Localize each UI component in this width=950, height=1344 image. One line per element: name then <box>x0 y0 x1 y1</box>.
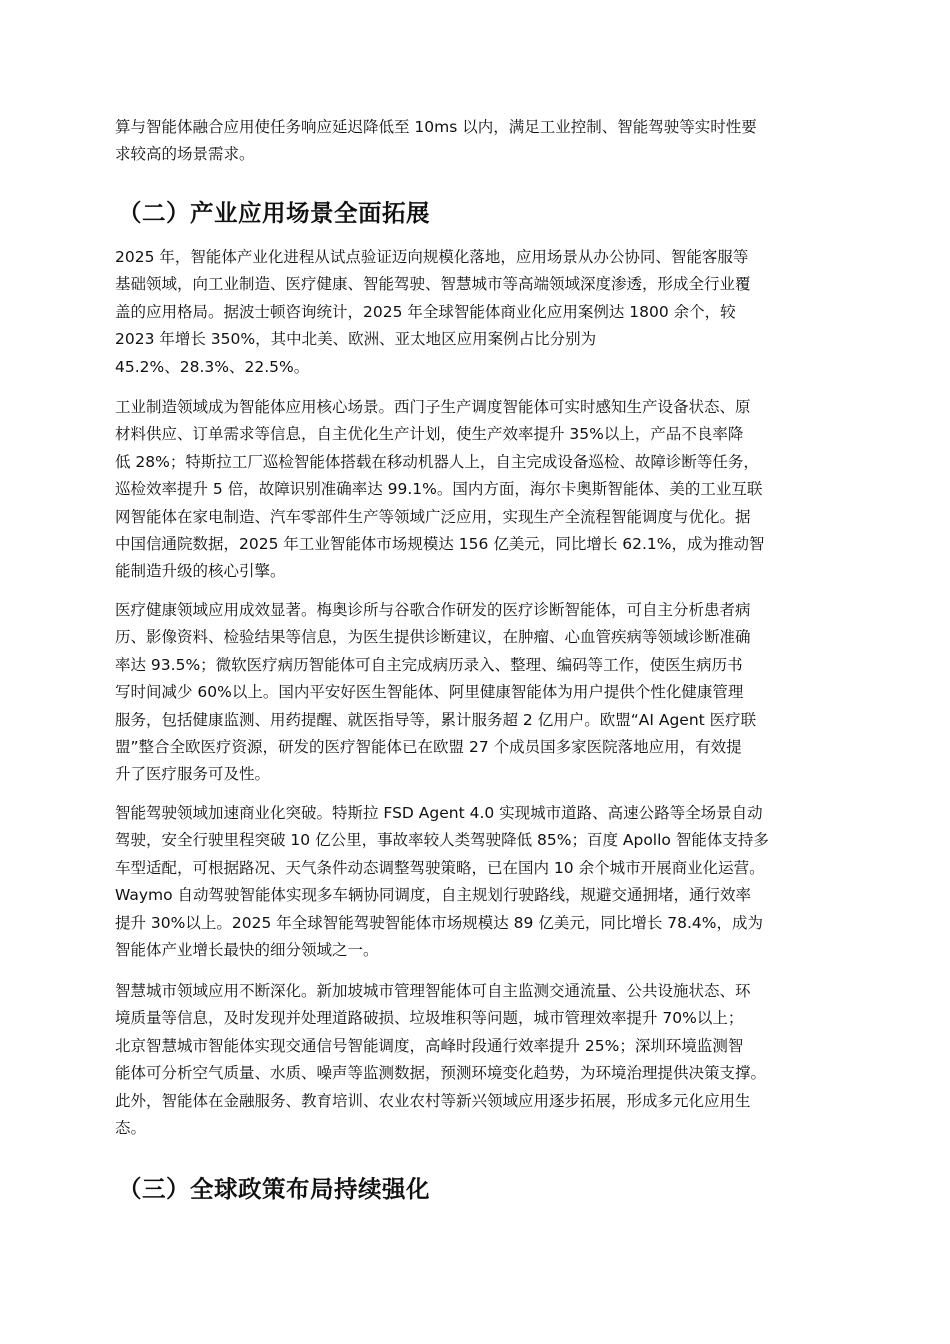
text-line: 材料供应、订单需求等信息，自主优化生产计划，使生产效率提升 35%以上，产品不良率降 <box>115 425 744 444</box>
text-line: 盟”整合全欧医疗资源，研发的医疗智能体已在欧盟 27 个成员国多家医院落地应用，有效提 <box>115 738 742 757</box>
text-line: 求较高的场景需求。 <box>115 145 255 164</box>
text-line: 工业制造领域成为智能体应用核心场景。西门子生产调度智能体可实时感知生产设备状态、原 <box>115 398 751 416</box>
text-line: 提升 30%以上。2025 年全球智能驾驶智能体市场规模达 89 亿美元，同比增长 78.4%，成为 <box>115 913 763 932</box>
text-line: 车型适配，可根据路况、天气条件动态调整驾驶策略，已在国内 10 余个城市开展商业化运营。 <box>115 858 765 877</box>
text-line: 率达 93.5%；微软医疗病历智能体可自主完成病历录入、整理、编码等工作，使医生病历书 <box>115 655 743 674</box>
text-line: 45.2%、28.3%、22.5%。 <box>115 357 310 376</box>
text-line: 服务，包括健康监测、用药提醒、就医指导等，累计服务超 2 亿用户。欧盟“AI Agent 医疗联 <box>115 710 757 729</box>
text-line: 中国信通院数据，2025 年工业智能体市场规模达 156 亿美元，同比增长 62.1%，成为推动智 <box>115 535 765 554</box>
paragraph-intro <box>115 114 845 169</box>
text-line: 盖的应用格局。据波士顿咨询统计，2025 年全球智能体商业化应用案例达 1800 余个，较 <box>115 302 736 321</box>
paragraph-industry <box>115 394 845 586</box>
text-line: 2025 年，智能体产业化进程从试点验证迈向规模化落地，应用场景从办公协同、智能客服等 <box>115 248 749 266</box>
text-line: 境质量等信息，及时发现并处理道路破损、垃圾堆积等问题，城市管理效率提升 70%以上； <box>115 1009 744 1028</box>
text-line: 此外，智能体在金融服务、教育培训、农业农村等新兴领域应用逐步拓展，形成多元化应用生 <box>115 1091 751 1110</box>
text-line: 能体可分析空气质量、水质、噪声等监测数据，预测环境变化趋势，为环境治理提供决策支撑。 <box>115 1064 767 1083</box>
text-line: 驾驶，安全行驶里程突破 10 亿公里，事故率较人类驾驶降低 85%；百度 Apollo 智能体支持多 <box>115 831 769 850</box>
section-heading-2: （二）产业应用场景全面拓展 <box>118 199 430 227</box>
text-line: 算与智能体融合应用使任务响应延迟降低至 10ms 以内，满足工业控制、智能驾驶等实时性要 <box>115 118 757 136</box>
section-heading-3: （三）全球政策布局持续强化 <box>118 1175 430 1203</box>
text-line: 智能体产业增长最快的细分领域之一。 <box>115 941 379 960</box>
text-line: 低 28%；特斯拉工厂巡检智能体搭载在移动机器人上，自主完成设备巡检、故障诊断等任务， <box>115 452 759 471</box>
text-line: 升了医疗服务可及性。 <box>115 765 271 784</box>
text-line: 智能驾驶领域加速商业化突破。特斯拉 FSD Agent 4.0 实现城市道路、高速公路等全场景自动 <box>115 804 763 822</box>
text-line: 2023 年增长 350%，其中北美、欧洲、亚太地区应用案例占比分别为 <box>115 330 597 349</box>
paragraph-overview <box>115 244 845 381</box>
text-line: 能制造升级的核心引擎。 <box>115 562 286 581</box>
text-line: 网智能体在家电制造、汽车零部件生产等领域广泛应用，实现生产全流程智能调度与优化。据 <box>115 507 751 526</box>
text-line: 智慧城市领域应用不断深化。新加坡城市管理智能体可自主监测交通流量、公共设施状态、环 <box>115 982 751 1000</box>
text-line: 北京智慧城市智能体实现交通信号智能调度，高峰时段通行效率提升 25%；深圳环境监测智 <box>115 1036 744 1055</box>
text-line: 基础领域，向工业制造、医疗健康、智能驾驶、智慧城市等高端领域深度渗透，形成全行业覆 <box>115 275 751 294</box>
paragraph-driving <box>115 800 845 964</box>
text-line: 医疗健康领域应用成效显著。梅奥诊所与谷歌合作研发的医疗诊断智能体，可自主分析患者病 <box>115 601 751 619</box>
paragraph-city <box>115 978 845 1142</box>
text-line: 巡检效率提升 5 倍，故障识别准确率达 99.1%。国内方面，海尔卡奥斯智能体、美的工业互联 <box>115 480 763 499</box>
text-line: 写时间减少 60%以上。国内平安好医生智能体、阿里健康智能体为用户提供个性化健康管理 <box>115 683 744 702</box>
text-line: 历、影像资料、检验结果等信息，为医生提供诊断建议，在肿瘤、心血管疾病等领域诊断准确 <box>115 628 751 647</box>
text-line: Waymo 自动驾驶智能体实现多车辆协同调度，自主规划行驶路线，规避交通拥堵，通行效率 <box>115 886 752 905</box>
text-line: 态。 <box>115 1119 147 1138</box>
paragraph-medical <box>115 597 845 789</box>
